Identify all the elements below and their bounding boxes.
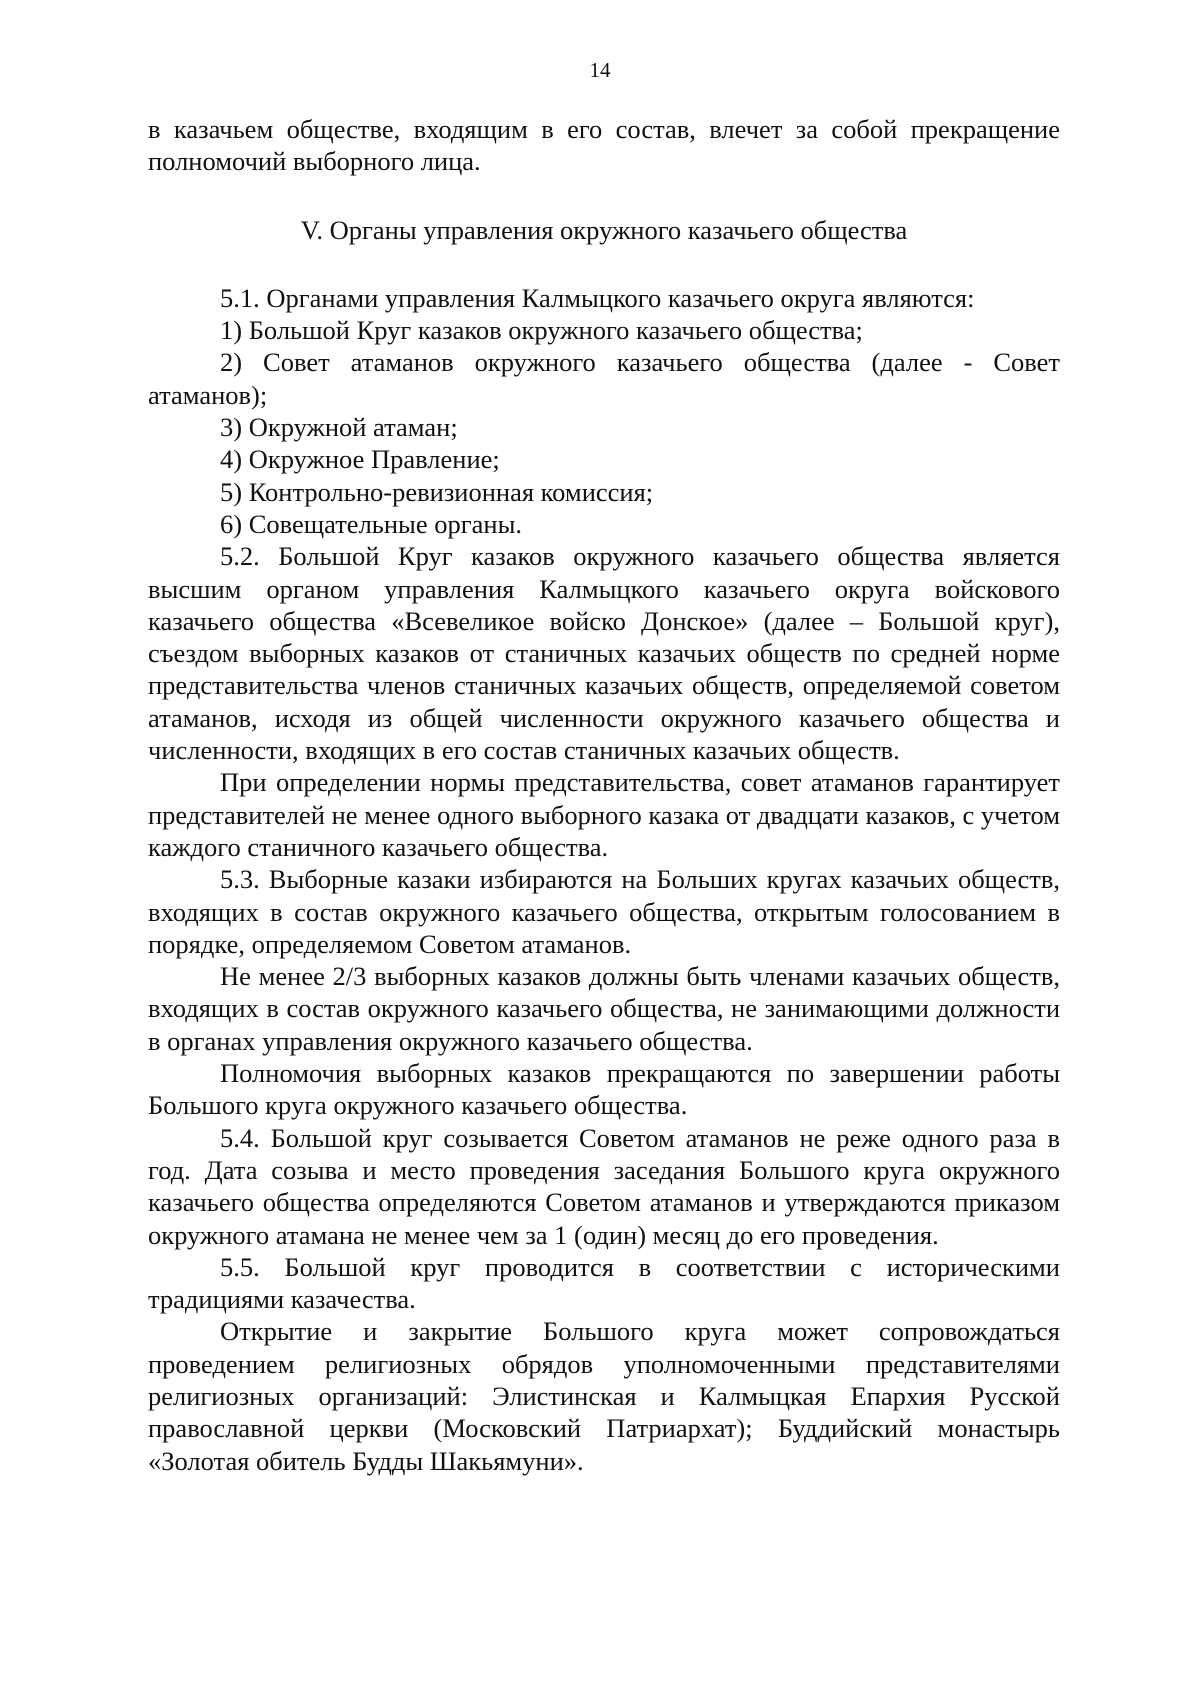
paragraph-5-4: 5.4. Большой круг созывается Советом атаманов не реже одного раза в год. Дата созыва и место проведения заседания Большого круга окружного казачьего общества определяются Советом атаманов и утверждаются приказом окружного атамана не менее чем за 1 (один) месяц до его проведения. [148, 1122, 1060, 1250]
list-item-1: 1) Большой Круг казаков окружного казачьего общества; [220, 315, 863, 346]
page-number: 14 [589, 58, 611, 82]
paragraph-representation-norm: При определении нормы представительства, совет атаманов гарантирует представителей не менее одного выборного казака от двадцати казаков, с учетом каждого станичного казачьего общества. [148, 767, 1060, 862]
paragraph-5-2: 5.2. Большой Круг казаков окружного казачьего общества является высшим органом управления Калмыцкого казачьего округа войскового казачьего общества «Всевеликое войско Донское» (далее – Большой круг), съездом выборных казаков от станичных казачьих обществ по средней норме представительства членов станичных казачьих обществ, определяемой советом атаманов, исходя из общей численности окружного казачьего общества и численности, входящих в его состав станичных казачьих обществ. [148, 541, 1060, 766]
section-heading: V. Органы управления окружного казачьего общества [300, 214, 908, 245]
document-body [148, 113, 1060, 1477]
spacer [148, 178, 1060, 214]
list-item-5: 5) Контрольно-ревизионная комиссия; [220, 476, 654, 507]
continuation-paragraph: в казачьем обществе, входящим в его состав, влечет за собой прекращение полномочий выборного лица. [148, 114, 1060, 177]
list-item-6: 6) Совещательные органы. [220, 508, 522, 539]
spacer [148, 246, 1060, 282]
list-item-4: 4) Окружное Правление; [220, 444, 500, 475]
paragraph-5-1: 5.1. Органами управления Калмыцкого казачьего округа являются: [220, 282, 975, 313]
paragraph-powers-termination: Полномочия выборных казаков прекращаются по завершении работы Большого круга окружного казачьего общества. [148, 1058, 1060, 1121]
list-item-3: 3) Окружной атаман; [220, 412, 458, 443]
list-item-2: 2) Совет атаманов окружного казачьего общества (далее - Совет атаманов); [148, 347, 1060, 410]
paragraph-religious-rites: Открытие и закрытие Большого круга может сопровождаться проведением религиозных обрядов уполномоченными представителями религиозных организаций: Элистинская и Калмыцкая Епархия Русской православной церкви (Московский Патриархат); Буддийский монастырь «Золотая обитель Будды Шакьямуни». [148, 1316, 1060, 1476]
paragraph-5-3: 5.3. Выборные казаки избираются на Больших кругах казачьих обществ, входящих в состав окружного казачьего общества, открытым голосованием в порядке, определяемом Советом атаманов. [148, 864, 1060, 959]
paragraph-5-5: 5.5. Большой круг проводится в соответствии с историческими традициями казачества. [148, 1251, 1060, 1315]
paragraph-two-thirds: Не менее 2/3 выборных казаков должны быть членами казачьих обществ, входящих в состав окружного казачьего общества, не занимающими должности в органах управления окружного казачьего общества. [148, 961, 1060, 1056]
